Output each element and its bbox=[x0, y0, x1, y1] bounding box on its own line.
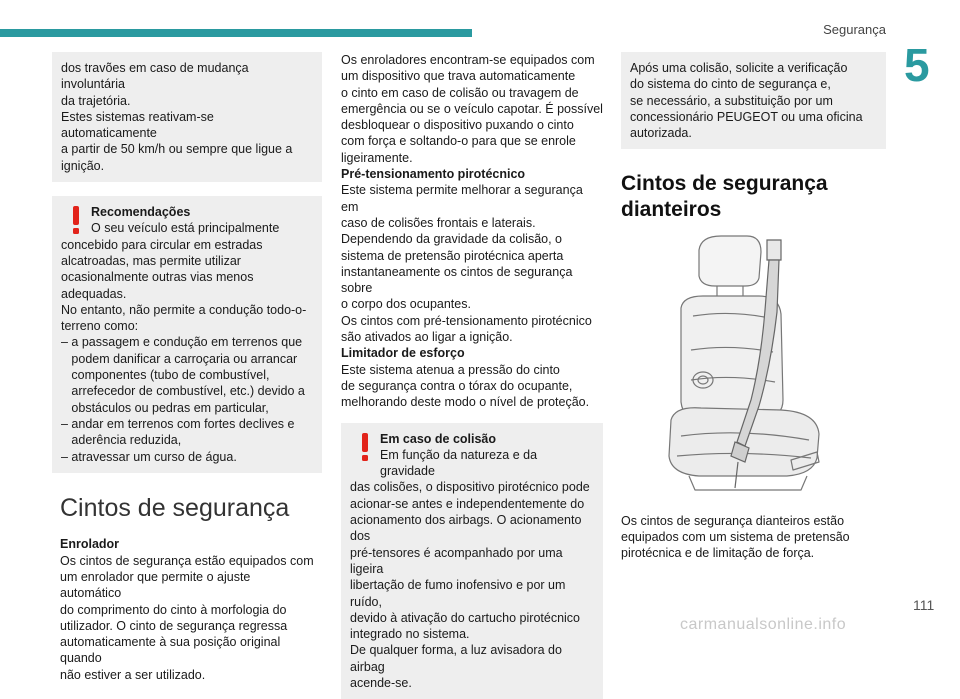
text-line: Este sistema permite melhorar a segurança em bbox=[341, 183, 583, 214]
section-title: Cintos de segurança bbox=[60, 493, 290, 522]
text-line: Dependendo da gravidade da colisão, o bbox=[341, 232, 563, 247]
text-line: da trajetória. bbox=[61, 93, 131, 108]
watermark: carmanualsonline.info bbox=[680, 616, 847, 633]
text-line: acionamento dos airbags. O acionamento dos bbox=[350, 513, 582, 544]
text-line: Estes sistemas reativam-se automaticamente bbox=[61, 109, 214, 141]
text-line: Os cintos com pré-tensionamento pirotécnico bbox=[341, 313, 592, 328]
text-line: pré-tensores é acompanhado por uma ligeira bbox=[350, 545, 563, 576]
text-line: acionar-se antes e independentemente do bbox=[350, 496, 585, 511]
text-line: o cinto em caso de colisão ou travagem de bbox=[341, 85, 579, 100]
warning-box-colisao bbox=[341, 423, 603, 699]
text-line: adequadas. bbox=[61, 286, 127, 301]
section-title bbox=[621, 171, 886, 221]
chapter-number: 5 bbox=[904, 39, 930, 91]
subsection-title: Enrolador bbox=[60, 537, 120, 552]
section-title-line: dianteiros bbox=[621, 197, 722, 221]
text-line: – andar em terrenos com fortes declives e bbox=[61, 416, 295, 431]
text-line: No entanto, não permite a condução todo-o- bbox=[61, 302, 307, 317]
text-line: Os enroladores encontram-se equipados com bbox=[341, 53, 595, 67]
text-line: do sistema do cinto de segurança e, bbox=[630, 77, 831, 92]
subsection-title: Limitador de esforço bbox=[341, 346, 465, 361]
text-line: podem danificar a carroçaria ou arrancar bbox=[61, 351, 298, 366]
text-line: com força e soltando-o para que se enrole bbox=[341, 134, 576, 149]
text-line: obstáculos ou pedras em particular, bbox=[61, 400, 269, 415]
text-line: instantaneamente os cintos de segurança sobre bbox=[341, 264, 573, 296]
text-line: equipados com um sistema de pretensão bbox=[621, 530, 850, 545]
text-line: são ativados ao ligar a ignição. bbox=[341, 330, 513, 345]
text-line: sistema de pretensão pirotécnica aperta bbox=[341, 248, 564, 263]
text-line: libertação de fumo inofensivo e por um ruído, bbox=[350, 578, 566, 609]
text-line: De qualquer forma, a luz avisadora do airbag bbox=[350, 643, 562, 674]
text-line: terreno como: bbox=[61, 319, 139, 334]
chapter-progress-bar bbox=[0, 29, 472, 37]
text-line: ocasionalmente outras vias menos bbox=[61, 270, 254, 285]
subsection-title: Pré-tensionamento pirotécnico bbox=[341, 167, 526, 182]
text-line: automaticamente à sua posição original quando bbox=[60, 635, 281, 666]
text-line: Em função da natureza e da gravidade bbox=[380, 447, 538, 479]
text-line: um enrolador que permite o ajuste automático bbox=[60, 569, 251, 601]
text-line: autorizada. bbox=[630, 126, 692, 141]
info-box bbox=[52, 52, 322, 182]
text-line: devido à ativação do cartucho pirotécnico bbox=[350, 610, 581, 625]
text-line: caso de colisões frontais e laterais. bbox=[341, 215, 536, 230]
text-line: aderência reduzida, bbox=[61, 433, 182, 448]
text-line: desbloquear o dispositivo puxando o cinto bbox=[341, 118, 574, 133]
warning-title: Recomendações bbox=[91, 205, 191, 220]
column-3 bbox=[621, 52, 886, 562]
exclamation-icon bbox=[357, 432, 373, 462]
text-line: – a passagem e condução em terrenos que bbox=[61, 335, 303, 350]
text-line: Este sistema atenua a pressão do cinto bbox=[341, 362, 560, 377]
page-number: 111 bbox=[913, 597, 935, 613]
text-line: concebido para circular em estradas bbox=[61, 237, 263, 252]
text-line: Os cintos de segurança estão equipados com bbox=[60, 553, 314, 568]
text-line: se necessário, a substituição por um bbox=[630, 93, 833, 108]
info-box bbox=[621, 52, 886, 149]
front-seat-belt-illustration bbox=[641, 230, 841, 495]
text-line: das colisões, o dispositivo pirotécnico pode bbox=[350, 480, 590, 495]
text-line: não estiver a ser utilizado. bbox=[60, 667, 206, 682]
column-2 bbox=[341, 52, 603, 699]
text-line: O seu veículo está principalmente bbox=[91, 221, 280, 236]
text-line: Os cintos de segurança dianteiros estão bbox=[621, 513, 845, 528]
text-line: – atravessar um curso de água. bbox=[61, 449, 237, 464]
caption bbox=[621, 513, 886, 562]
retractor-text bbox=[341, 52, 603, 411]
text-line: componentes (tubo de combustível, bbox=[61, 368, 270, 383]
text-line: ignição. bbox=[61, 158, 105, 173]
enrolador-section bbox=[52, 536, 322, 683]
text-line: ligeiramente. bbox=[341, 150, 413, 165]
text-line: dos travões em caso de mudança involuntária bbox=[61, 61, 249, 92]
text-line: utilizador. O cinto de segurança regressa bbox=[60, 618, 288, 633]
text-line: acende-se. bbox=[350, 675, 412, 690]
warning-title: Em caso de colisão bbox=[380, 431, 497, 446]
header-title: Segurança bbox=[823, 22, 886, 37]
exclamation-icon bbox=[68, 205, 84, 235]
text-line: alcatroadas, mas permite utilizar bbox=[61, 253, 241, 268]
text-line: arrefecedor de combustível, etc.) devido a bbox=[61, 384, 305, 399]
text-line: a partir de 50 km/h ou sempre que ligue a bbox=[61, 142, 293, 157]
text-line: emergência ou se o veículo capotar. É possível bbox=[341, 101, 603, 116]
text-line: pirotécnica e de limitação de força. bbox=[621, 546, 815, 561]
text-line: integrado no sistema. bbox=[350, 627, 470, 642]
text-line: o corpo dos ocupantes. bbox=[341, 297, 471, 312]
text-line: do comprimento do cinto à morfologia do bbox=[60, 602, 287, 617]
section-title-line: Cintos de segurança bbox=[621, 172, 828, 196]
warning-box-recomendacoes bbox=[52, 196, 322, 473]
text-line: melhorando deste modo o nível de proteção. bbox=[341, 395, 590, 410]
text-line: de segurança contra o tórax do ocupante, bbox=[341, 378, 573, 393]
text-line: um dispositivo que trava automaticamente bbox=[341, 69, 576, 84]
text-line: concessionário PEUGEOT ou uma oficina bbox=[630, 109, 863, 124]
text-line: Após uma colisão, solicite a verificação bbox=[630, 61, 848, 75]
column-1 bbox=[52, 52, 322, 683]
